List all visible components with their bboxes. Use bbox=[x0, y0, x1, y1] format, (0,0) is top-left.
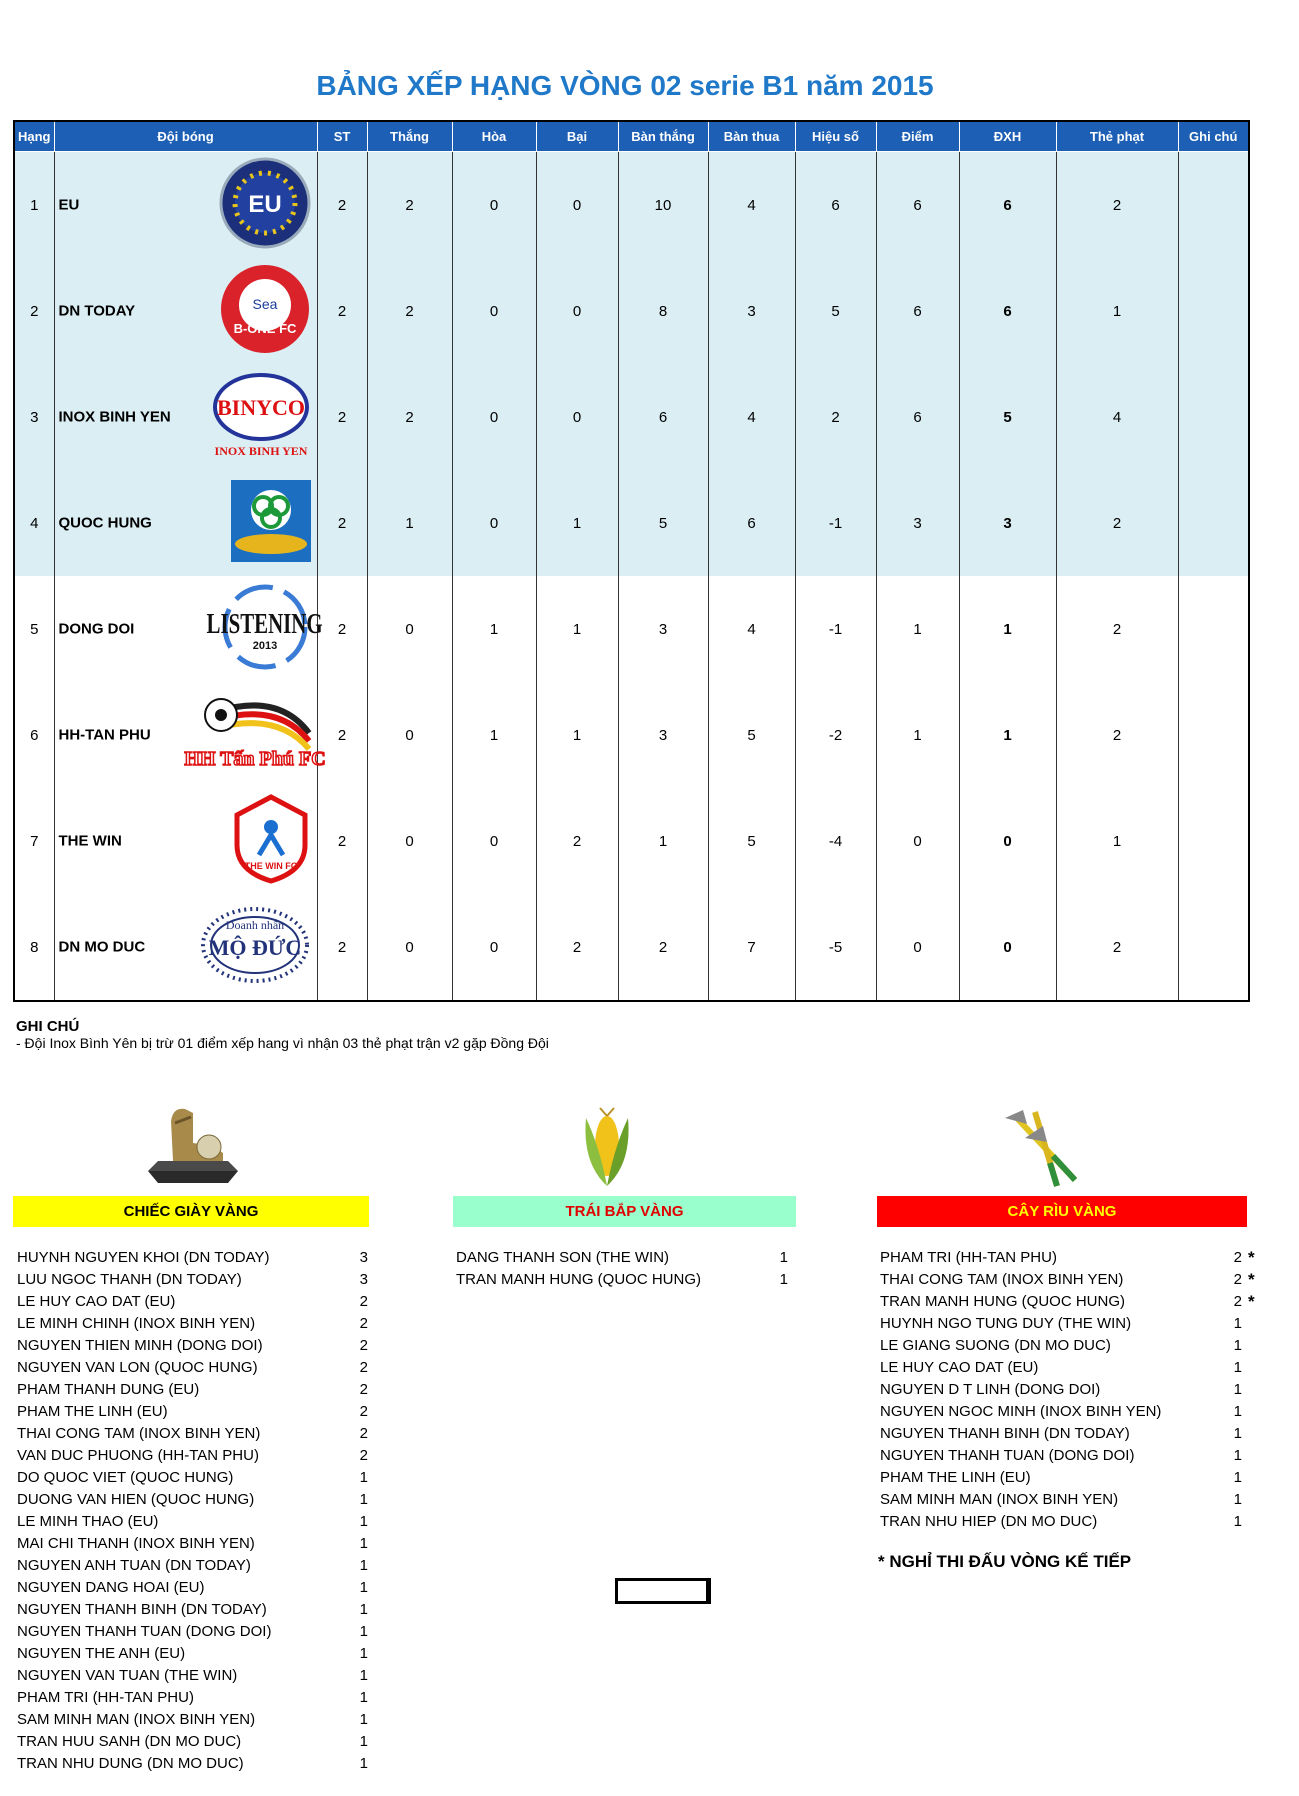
st-cell: 2 bbox=[317, 258, 367, 364]
notes-heading: GHI CHÚ bbox=[16, 1018, 80, 1035]
gf-cell: 6 bbox=[618, 364, 708, 470]
list-item bbox=[880, 1379, 1260, 1401]
d-cell: 0 bbox=[452, 152, 536, 259]
list-item bbox=[17, 1731, 369, 1753]
table-row bbox=[14, 364, 1249, 470]
player-name: NGUYEN ANH TUAN (DN TODAY) bbox=[17, 1557, 251, 1574]
player-count: 1 bbox=[359, 1667, 368, 1684]
player-count: 2 bbox=[359, 1425, 368, 1442]
dxh-cell: 1 bbox=[959, 682, 1056, 788]
golden-boot-list bbox=[17, 1247, 369, 1775]
cards-cell: 2 bbox=[1056, 576, 1178, 682]
column-header: Hiệu số bbox=[795, 121, 876, 152]
player-name: DO QUOC VIET (QUOC HUNG) bbox=[17, 1469, 234, 1486]
player-name: NGUYEN DANG HOAI (EU) bbox=[17, 1579, 205, 1596]
list-item bbox=[17, 1577, 369, 1599]
gd-cell: -1 bbox=[795, 576, 876, 682]
rank-cell: 5 bbox=[14, 576, 54, 682]
player-name: PHAM TRI (HH-TAN PHU) bbox=[880, 1249, 1057, 1266]
player-count: 3 bbox=[359, 1249, 368, 1266]
team-name: DONG DOI bbox=[58, 620, 135, 638]
list-item bbox=[880, 1335, 1260, 1357]
player-name: LE MINH CHINH (INOX BINH YEN) bbox=[17, 1315, 256, 1332]
note-cell bbox=[1178, 258, 1249, 364]
column-header: Hạng bbox=[14, 121, 54, 152]
player-count: 1 bbox=[359, 1623, 368, 1640]
player-count: 1 bbox=[1233, 1381, 1242, 1398]
player-count: 1 bbox=[1233, 1315, 1242, 1332]
list-item bbox=[17, 1709, 369, 1731]
column-header: Đội bóng bbox=[54, 121, 317, 152]
note-cell bbox=[1178, 894, 1249, 1001]
hh-tan-phu-logo bbox=[183, 693, 326, 777]
player-name: LUU NGOC THANH (DN TODAY) bbox=[17, 1271, 242, 1288]
player-count: 1 bbox=[359, 1711, 368, 1728]
note-cell bbox=[1178, 152, 1249, 259]
ga-cell: 4 bbox=[708, 576, 795, 682]
player-name: NGUYEN THANH BINH (DN TODAY) bbox=[17, 1601, 267, 1618]
d-cell: 1 bbox=[452, 576, 536, 682]
notes-section bbox=[16, 1018, 549, 1051]
player-name: TRAN NHU HIEP (DN MO DUC) bbox=[880, 1513, 1098, 1530]
player-count: 1 bbox=[1233, 1359, 1242, 1376]
table-row bbox=[14, 470, 1249, 576]
pts-cell: 0 bbox=[876, 788, 959, 894]
rank-cell: 4 bbox=[14, 470, 54, 576]
team-name: EU bbox=[58, 196, 80, 214]
binyco-logo bbox=[211, 369, 311, 465]
svg-text:INOX BINH YEN: INOX BINH YEN bbox=[214, 444, 307, 458]
list-item bbox=[880, 1423, 1260, 1445]
w-cell: 1 bbox=[367, 470, 452, 576]
player-count: 1 bbox=[359, 1579, 368, 1596]
player-count: 1 bbox=[779, 1271, 788, 1288]
player-name: TRAN MANH HUNG (QUOC HUNG) bbox=[456, 1271, 701, 1288]
standings-table bbox=[13, 120, 1250, 1002]
l-cell: 1 bbox=[536, 576, 618, 682]
team-name: INOX BINH YEN bbox=[58, 408, 171, 426]
list-item bbox=[17, 1511, 369, 1533]
l-cell: 2 bbox=[536, 894, 618, 1001]
st-cell: 2 bbox=[317, 788, 367, 894]
notes-line: - Đội Inox Bình Yên bị trừ 01 điểm xếp hang vì nhận 03 thẻ phạt trận v2 gặp Đồng Đội bbox=[16, 1035, 549, 1051]
l-cell: 1 bbox=[536, 682, 618, 788]
list-item bbox=[880, 1489, 1260, 1511]
team-name: THE WIN bbox=[58, 832, 122, 850]
team-name: DN TODAY bbox=[58, 302, 136, 320]
ga-cell: 4 bbox=[708, 364, 795, 470]
player-count: 3 bbox=[359, 1271, 368, 1288]
table-row bbox=[14, 894, 1249, 1001]
list-item bbox=[17, 1533, 369, 1555]
player-name: NGUYEN D T LINH (DONG DOI) bbox=[880, 1381, 1101, 1398]
pts-cell: 1 bbox=[876, 682, 959, 788]
team-cell bbox=[54, 682, 326, 788]
player-name: NGUYEN NGOC MINH (INOX BINH YEN) bbox=[880, 1403, 1162, 1420]
player-count: 1 bbox=[359, 1557, 368, 1574]
player-name: LE HUY CAO DAT (EU) bbox=[880, 1359, 1039, 1376]
gf-cell: 1 bbox=[618, 788, 708, 894]
column-header: ST bbox=[317, 121, 367, 152]
cards-cell: 1 bbox=[1056, 788, 1178, 894]
rank-cell: 3 bbox=[14, 364, 54, 470]
w-cell: 2 bbox=[367, 152, 452, 259]
rest-star-icon: * bbox=[1248, 1292, 1255, 1311]
player-count: 1 bbox=[359, 1645, 368, 1662]
list-item bbox=[17, 1291, 369, 1313]
cards-cell: 1 bbox=[1056, 258, 1178, 364]
player-count: 2 bbox=[359, 1403, 368, 1420]
column-header: Điểm bbox=[876, 121, 959, 152]
team-cell bbox=[54, 576, 323, 682]
rank-cell: 6 bbox=[14, 682, 54, 788]
b-one-fc-logo bbox=[219, 263, 311, 359]
list-item bbox=[880, 1357, 1260, 1379]
w-cell: 2 bbox=[367, 258, 452, 364]
list-item bbox=[17, 1687, 369, 1709]
gd-cell: 5 bbox=[795, 258, 876, 364]
player-name: NGUYEN THANH TUAN (DONG DOI) bbox=[17, 1623, 272, 1640]
l-cell: 0 bbox=[536, 152, 618, 259]
player-count: 1 bbox=[1233, 1403, 1242, 1420]
list-item bbox=[880, 1511, 1260, 1533]
svg-text:2013: 2013 bbox=[252, 640, 277, 652]
table-row bbox=[14, 258, 1249, 364]
player-name: VAN DUC PHUONG (HH-TAN PHU) bbox=[17, 1447, 259, 1464]
w-cell: 0 bbox=[367, 576, 452, 682]
player-name: THAI CONG TAM (INOX BINH YEN) bbox=[17, 1425, 261, 1442]
rest-note: * NGHỈ THI ĐẤU VÒNG KẾ TIẾP bbox=[878, 1552, 1132, 1571]
player-name: THAI CONG TAM (INOX BINH YEN) bbox=[880, 1271, 1124, 1288]
ga-cell: 7 bbox=[708, 894, 795, 1001]
table-row bbox=[14, 682, 1249, 788]
gf-cell: 2 bbox=[618, 894, 708, 1001]
golden-corn-label: TRÁI BẮP VÀNG bbox=[453, 1196, 796, 1227]
list-item bbox=[17, 1423, 369, 1445]
listening-logo bbox=[206, 581, 323, 677]
team-cell bbox=[54, 788, 317, 894]
pts-cell: 3 bbox=[876, 470, 959, 576]
player-name: HUYNH NGUYEN KHOI (DN TODAY) bbox=[17, 1249, 270, 1266]
player-name: NGUYEN THANH TUAN (DONG DOI) bbox=[880, 1447, 1135, 1464]
player-count: 1 bbox=[359, 1535, 368, 1552]
list-item bbox=[456, 1269, 796, 1291]
player-count: 1 bbox=[359, 1601, 368, 1618]
player-count: 2 bbox=[1233, 1249, 1242, 1266]
svg-text:MỘ ĐỨC: MỘ ĐỨC bbox=[208, 935, 301, 960]
player-name: NGUYEN VAN TUAN (THE WIN) bbox=[17, 1667, 238, 1684]
list-item bbox=[17, 1555, 369, 1577]
column-header: Thẻ phạt bbox=[1056, 121, 1178, 152]
list-item bbox=[17, 1401, 369, 1423]
st-cell: 2 bbox=[317, 894, 367, 1001]
gd-cell: -4 bbox=[795, 788, 876, 894]
player-name: SAM MINH MAN (INOX BINH YEN) bbox=[880, 1491, 1119, 1508]
golden-axe-label: CÂY RÌU VÀNG bbox=[877, 1196, 1247, 1227]
column-header: Bại bbox=[536, 121, 618, 152]
svg-text:THE WIN FC: THE WIN FC bbox=[244, 861, 297, 871]
player-name: SAM MINH MAN (INOX BINH YEN) bbox=[17, 1711, 256, 1728]
d-cell: 0 bbox=[452, 894, 536, 1001]
list-item bbox=[17, 1621, 369, 1643]
column-header: Ghi chú bbox=[1178, 121, 1249, 152]
player-count: 1 bbox=[359, 1733, 368, 1750]
player-name: TRAN NHU DUNG (DN MO DUC) bbox=[17, 1755, 244, 1772]
rank-cell: 8 bbox=[14, 894, 54, 1001]
list-item bbox=[17, 1753, 369, 1775]
note-cell bbox=[1178, 470, 1249, 576]
team-cell bbox=[54, 470, 317, 576]
list-item bbox=[17, 1643, 369, 1665]
player-count: 1 bbox=[359, 1689, 368, 1706]
note-cell bbox=[1178, 788, 1249, 894]
player-name: PHAM THANH DUNG (EU) bbox=[17, 1381, 200, 1398]
gd-cell: -1 bbox=[795, 470, 876, 576]
svg-text:BINYCO: BINYCO bbox=[216, 395, 305, 420]
w-cell: 0 bbox=[367, 788, 452, 894]
list-item bbox=[17, 1269, 369, 1291]
d-cell: 0 bbox=[452, 470, 536, 576]
player-name: NGUYEN THE ANH (EU) bbox=[17, 1645, 186, 1662]
player-count: 1 bbox=[1233, 1469, 1242, 1486]
dxh-cell: 1 bbox=[959, 576, 1056, 682]
player-name: PHAM TRI (HH-TAN PHU) bbox=[17, 1689, 194, 1706]
player-count: 1 bbox=[359, 1755, 368, 1772]
player-count: 1 bbox=[359, 1469, 368, 1486]
list-item bbox=[880, 1401, 1260, 1423]
list-item bbox=[17, 1313, 369, 1335]
st-cell: 2 bbox=[317, 364, 367, 470]
dxh-cell: 3 bbox=[959, 470, 1056, 576]
player-count: 2 bbox=[359, 1447, 368, 1464]
player-count: 2 bbox=[359, 1293, 368, 1310]
golden-corn-list bbox=[456, 1247, 796, 1291]
gf-cell: 3 bbox=[618, 576, 708, 682]
note-cell bbox=[1178, 576, 1249, 682]
player-name: PHAM THE LINH (EU) bbox=[17, 1403, 168, 1420]
player-name: TRAN MANH HUNG (QUOC HUNG) bbox=[880, 1293, 1125, 1310]
l-cell: 2 bbox=[536, 788, 618, 894]
svg-text:Sea: Sea bbox=[252, 296, 277, 312]
empty-cell-box bbox=[615, 1578, 711, 1604]
d-cell: 0 bbox=[452, 364, 536, 470]
st-cell: 2 bbox=[317, 152, 367, 259]
player-count: 1 bbox=[1233, 1447, 1242, 1464]
player-name: LE MINH THAO (EU) bbox=[17, 1513, 159, 1530]
w-cell: 0 bbox=[367, 682, 452, 788]
golden-corn-icon bbox=[572, 1108, 642, 1188]
column-header: Bàn thua bbox=[708, 121, 795, 152]
player-count: 2 bbox=[359, 1359, 368, 1376]
st-cell: 2 bbox=[317, 576, 367, 682]
gd-cell: -5 bbox=[795, 894, 876, 1001]
team-cell bbox=[54, 364, 317, 470]
dxh-cell: 0 bbox=[959, 788, 1056, 894]
table-header-row bbox=[14, 121, 1249, 152]
player-name: LE GIANG SUONG (DN MO DUC) bbox=[880, 1337, 1111, 1354]
list-item bbox=[17, 1489, 369, 1511]
list-item bbox=[17, 1357, 369, 1379]
gd-cell: -2 bbox=[795, 682, 876, 788]
golden-boot-trophy-icon bbox=[143, 1103, 243, 1185]
mo-duc-logo bbox=[199, 905, 311, 989]
ga-cell: 3 bbox=[708, 258, 795, 364]
list-item bbox=[456, 1247, 796, 1269]
player-name: PHAM THE LINH (EU) bbox=[880, 1469, 1031, 1486]
team-cell bbox=[54, 258, 317, 364]
list-item bbox=[880, 1291, 1260, 1313]
dxh-cell: 0 bbox=[959, 894, 1056, 1001]
player-count: 2 bbox=[359, 1337, 368, 1354]
player-name: NGUYEN THANH BINH (DN TODAY) bbox=[880, 1425, 1130, 1442]
team-name: DN MO DUC bbox=[58, 938, 146, 956]
st-cell: 2 bbox=[317, 682, 367, 788]
list-item bbox=[880, 1247, 1260, 1269]
list-item bbox=[880, 1313, 1260, 1335]
ga-cell: 4 bbox=[708, 152, 795, 259]
l-cell: 1 bbox=[536, 470, 618, 576]
list-item bbox=[880, 1445, 1260, 1467]
ga-cell: 5 bbox=[708, 788, 795, 894]
w-cell: 0 bbox=[367, 894, 452, 1001]
l-cell: 0 bbox=[536, 364, 618, 470]
player-name: TRAN HUU SANH (DN MO DUC) bbox=[17, 1733, 242, 1750]
column-header: Hòa bbox=[452, 121, 536, 152]
cards-cell: 2 bbox=[1056, 152, 1178, 259]
gd-cell: 6 bbox=[795, 152, 876, 259]
list-item bbox=[17, 1247, 369, 1269]
svg-text:LISTENING: LISTENING bbox=[206, 609, 323, 640]
dxh-cell: 6 bbox=[959, 258, 1056, 364]
the-win-logo bbox=[231, 793, 311, 889]
cards-cell: 4 bbox=[1056, 364, 1178, 470]
d-cell: 0 bbox=[452, 258, 536, 364]
team-cell bbox=[54, 894, 317, 1001]
list-item bbox=[17, 1445, 369, 1467]
gf-cell: 10 bbox=[618, 152, 708, 259]
cards-cell: 2 bbox=[1056, 894, 1178, 1001]
note-cell bbox=[1178, 364, 1249, 470]
gd-cell: 2 bbox=[795, 364, 876, 470]
player-count: 1 bbox=[359, 1513, 368, 1530]
gf-cell: 5 bbox=[618, 470, 708, 576]
player-name: DUONG VAN HIEN (QUOC HUNG) bbox=[17, 1491, 255, 1508]
player-name: LE HUY CAO DAT (EU) bbox=[17, 1293, 176, 1310]
cards-cell: 2 bbox=[1056, 470, 1178, 576]
player-count: 2 bbox=[359, 1381, 368, 1398]
column-header: Thắng bbox=[367, 121, 452, 152]
player-name: MAI CHI THANH (INOX BINH YEN) bbox=[17, 1535, 255, 1552]
team-cell bbox=[54, 152, 317, 259]
d-cell: 0 bbox=[452, 788, 536, 894]
player-name: HUYNH NGO TUNG DUY (THE WIN) bbox=[880, 1315, 1132, 1332]
pts-cell: 6 bbox=[876, 258, 959, 364]
golden-axe-list bbox=[880, 1247, 1260, 1533]
rank-cell: 7 bbox=[14, 788, 54, 894]
eu-logo bbox=[219, 157, 311, 253]
svg-text:Doanh nhân: Doanh nhân bbox=[225, 918, 284, 932]
player-count: 1 bbox=[1233, 1491, 1242, 1508]
st-cell: 2 bbox=[317, 470, 367, 576]
rank-cell: 2 bbox=[14, 258, 54, 364]
table-row bbox=[14, 576, 1249, 682]
rank-cell: 1 bbox=[14, 152, 54, 259]
list-item bbox=[880, 1269, 1260, 1291]
player-name: DANG THANH SON (THE WIN) bbox=[456, 1249, 670, 1266]
gf-cell: 8 bbox=[618, 258, 708, 364]
dxh-cell: 6 bbox=[959, 152, 1056, 259]
pts-cell: 6 bbox=[876, 152, 959, 259]
ga-cell: 6 bbox=[708, 470, 795, 576]
column-header: Bàn thắng bbox=[618, 121, 708, 152]
list-item bbox=[17, 1599, 369, 1621]
w-cell: 2 bbox=[367, 364, 452, 470]
player-count: 2 bbox=[1233, 1271, 1242, 1288]
player-count: 1 bbox=[1233, 1425, 1242, 1442]
player-count: 1 bbox=[359, 1491, 368, 1508]
pts-cell: 6 bbox=[876, 364, 959, 470]
golden-boot-label: CHIẾC GIÀY VÀNG bbox=[13, 1196, 369, 1227]
note-cell bbox=[1178, 682, 1249, 788]
svg-text:B-ONE FC: B-ONE FC bbox=[233, 321, 296, 336]
dxh-cell: 5 bbox=[959, 364, 1056, 470]
page-title: BẢNG XẾP HẠNG VÒNG 02 serie B1 năm 2015 bbox=[316, 70, 934, 101]
list-item bbox=[880, 1467, 1260, 1489]
player-count: 1 bbox=[1233, 1513, 1242, 1530]
player-count: 2 bbox=[359, 1315, 368, 1332]
pts-cell: 1 bbox=[876, 576, 959, 682]
player-name: NGUYEN THIEN MINH (DONG DOI) bbox=[17, 1337, 263, 1354]
team-name: QUOC HUNG bbox=[58, 514, 152, 532]
golden-axe-icon bbox=[995, 1108, 1085, 1188]
table-row bbox=[14, 788, 1249, 894]
list-item bbox=[17, 1665, 369, 1687]
player-count: 1 bbox=[779, 1249, 788, 1266]
gf-cell: 3 bbox=[618, 682, 708, 788]
svg-text:HH Tấn Phú FC: HH Tấn Phú FC bbox=[183, 748, 326, 770]
pts-cell: 0 bbox=[876, 894, 959, 1001]
list-item bbox=[17, 1379, 369, 1401]
player-count: 1 bbox=[1233, 1337, 1242, 1354]
list-item bbox=[17, 1335, 369, 1357]
player-count: 2 bbox=[1233, 1293, 1242, 1310]
list-item bbox=[17, 1467, 369, 1489]
column-header: ĐXH bbox=[959, 121, 1056, 152]
rest-star-icon: * bbox=[1248, 1270, 1255, 1289]
cards-cell: 2 bbox=[1056, 682, 1178, 788]
quoc-hung-logo bbox=[231, 480, 311, 566]
rest-star-icon: * bbox=[1248, 1248, 1255, 1267]
svg-text:EU: EU bbox=[247, 191, 282, 218]
player-name: NGUYEN VAN LON (QUOC HUNG) bbox=[17, 1359, 258, 1376]
table-row bbox=[14, 152, 1249, 259]
team-name: HH-TAN PHU bbox=[58, 726, 151, 744]
ga-cell: 5 bbox=[708, 682, 795, 788]
l-cell: 0 bbox=[536, 258, 618, 364]
d-cell: 1 bbox=[452, 682, 536, 788]
